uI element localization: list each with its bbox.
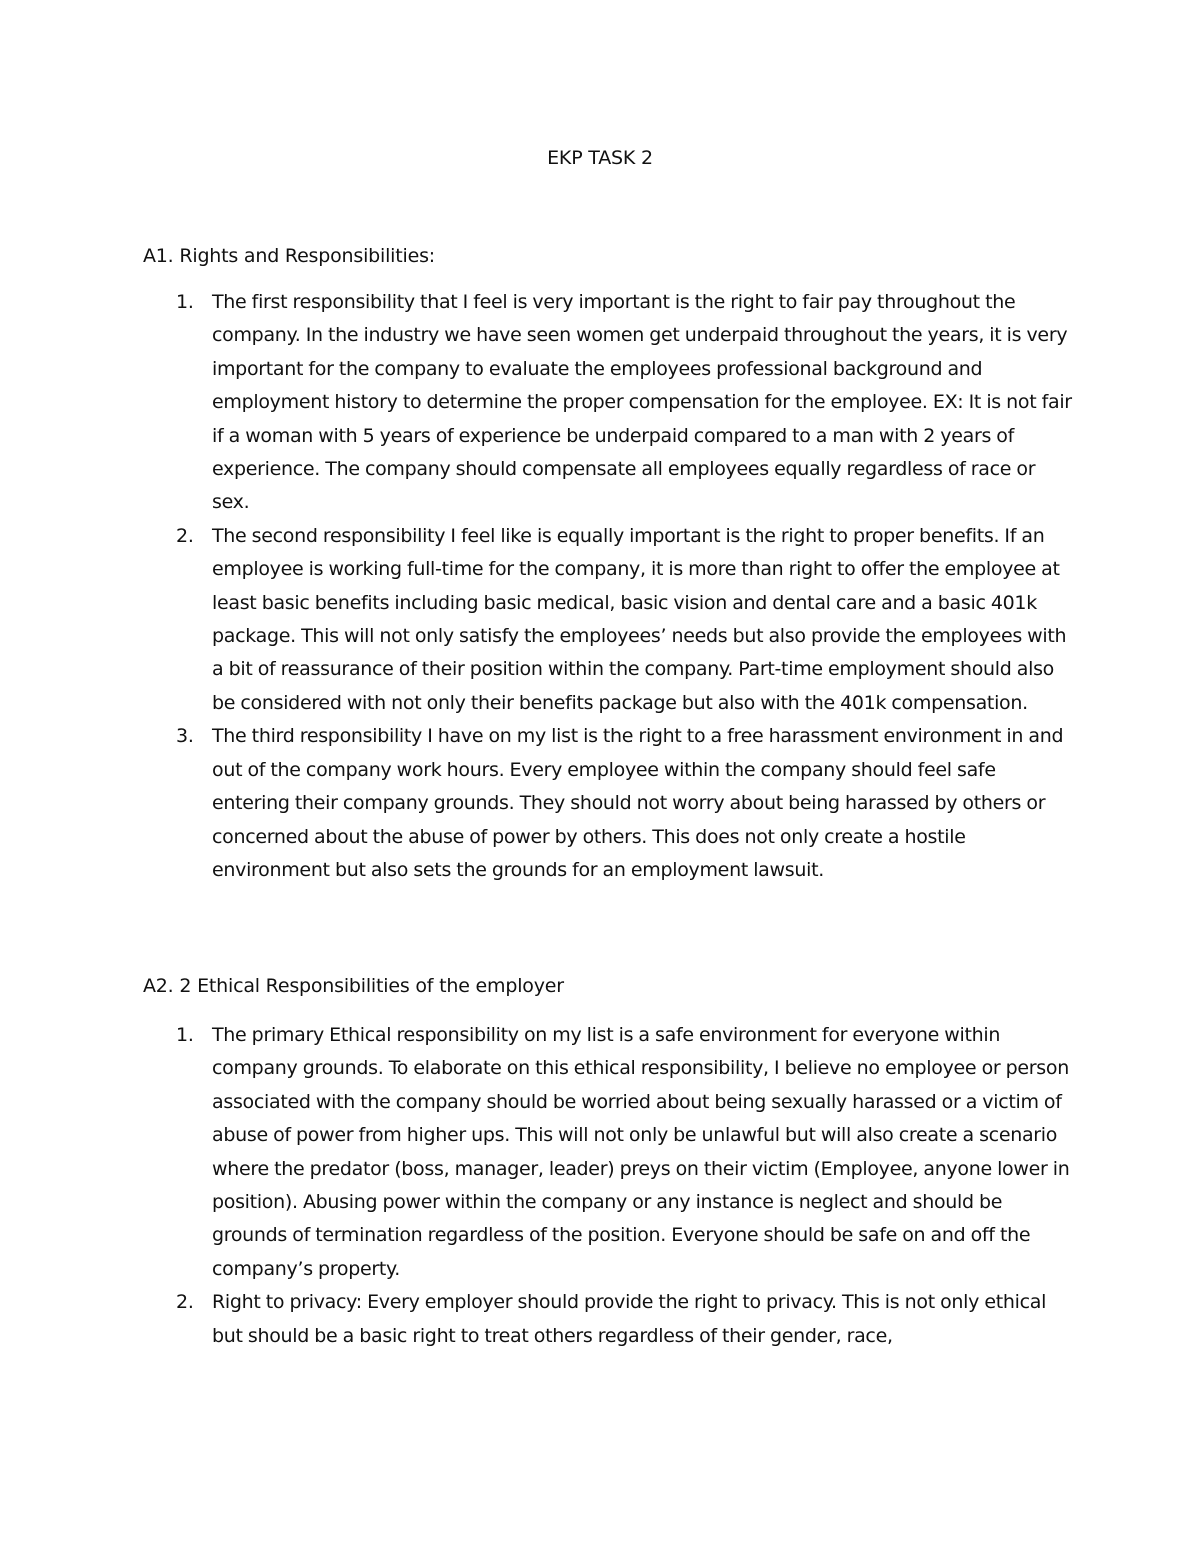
list-item <box>0 520 1200 720</box>
list-item-number: 2. <box>176 524 194 547</box>
section-heading-a1: A1. Rights and Responsibilities: <box>143 245 435 267</box>
section-a2-list <box>0 1019 1200 1353</box>
list-item-number: 1. <box>176 291 194 313</box>
list-item-text: The second responsibility I feel like is equally important is the right to proper benefits. If an employee is working full-time for the company, it is more than right to offer the employee at least basic benefits including basic medical, basic vision and dental care and a basic 401k package. This will not only satisfy the employees’ needs but also provide the employees with a bit of reassurance of their position within the company. Part-time employment should also be considered with not only their benefits package but also with the 401k compensation. <box>212 524 1067 714</box>
list-item-number: 3. <box>176 725 194 748</box>
list-item <box>0 720 1200 887</box>
list-item-number: 1. <box>176 1024 194 1046</box>
list-item-text: The third responsibility I have on my list is the right to a free harassment environment in and out of the company work hours. Every employee within the company should feel safe entering their company grounds. They should not worry about being harassed by others or concerned about the abuse of power by others. This does not only create a hostile environment but also sets the grounds for an employment lawsuit. <box>212 725 1064 881</box>
document-title: EKP TASK 2 <box>547 147 653 169</box>
section-a1-list <box>0 286 1200 887</box>
list-item <box>0 286 1200 520</box>
section-heading-a2: A2. 2 Ethical Responsibilities of the employer <box>143 975 564 997</box>
list-item-number: 2. <box>176 1291 194 1314</box>
list-item-text: The first responsibility that I feel is very important is the right to fair pay throughout the company. In the industry we have seen women get underpaid throughout the years, it is very important for the company to evaluate the employees professional background and employment history to determine the proper compensation for the employee. EX: It is not fair if a woman with 5 years of experience be underpaid compared to a man with 2 years of experience. The company should compensate all employees equally regardless of race or sex. <box>212 291 1072 514</box>
list-item <box>0 1286 1200 1353</box>
list-item-text: The primary Ethical responsibility on my list is a safe environment for everyone within company grounds. To elaborate on this ethical responsibility, I believe no employee or person associated with the company should be worried about being sexually harassed or a victim of abuse of power from higher ups. This will not only be unlawful but will also create a scenario where the predator (boss, manager, leader) preys on their victim (Employee, anyone lower in position). Abusing power within the company or any instance is neglect and should be grounds of termination regardless of the position. Everyone should be safe on and off the company’s property. <box>212 1024 1070 1280</box>
list-item <box>0 1019 1200 1286</box>
list-item-text: Right to privacy: Every employer should provide the right to privacy. This is not only ethical but should be a basic right to treat others regardless of their gender, race, <box>212 1291 1047 1347</box>
